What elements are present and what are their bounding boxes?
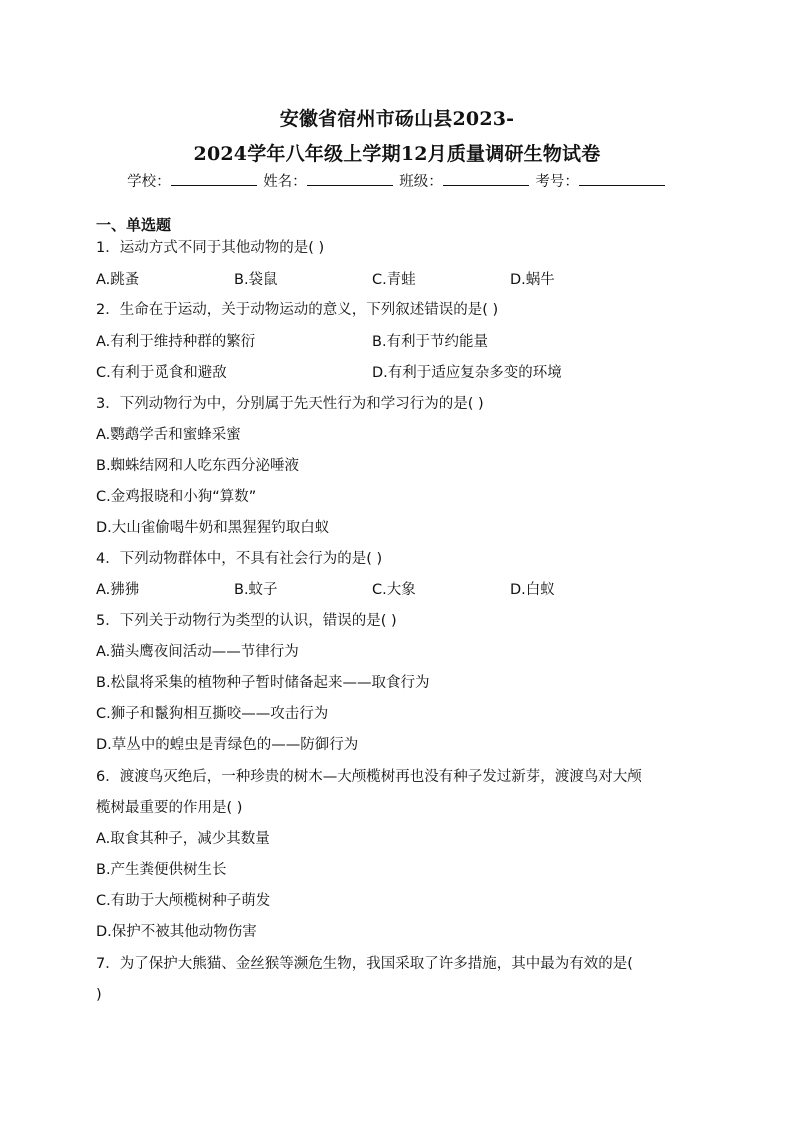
question-5-stem: 5．下列关于动物行为类型的认识，错误的是( ) [96,613,397,629]
question-6-option-a: A.取食其种子，减少其数量 [96,831,270,847]
question-3-option-b: B.蜘蛛结网和人吃东西分泌唾液 [96,458,300,474]
class-label: 班级： [399,174,443,190]
school-label: 学校： [127,174,171,190]
question-2-option-b: B.有利于节约能量 [372,334,489,350]
question-3-option-d: D.大山雀偷喝牛奶和黑猩猩钓取白蚁 [96,520,330,536]
question-3-option-a: A.鹦鹉学舌和蜜蜂采蜜 [96,427,241,443]
question-6-stem: 6．渡渡鸟灭绝后，一种珍贵的树木—大颅榄树再也没有种子发过新芽，渡渡鸟对大颅 [96,769,642,785]
exam-number-blank[interactable] [579,173,665,186]
exam-title-line2: 2024学年八年级上学期12月质量调研生物试卷 [193,143,601,165]
school-blank[interactable] [171,173,257,186]
question-6-option-c: C.有助于大颅榄树种子萌发 [96,893,271,909]
exam-title-line1: 安徽省宿州市砀山县2023- [279,108,515,130]
question-1-option-b: B.袋鼠 [234,272,278,288]
question-4-option-c: C.大象 [372,582,416,598]
question-2-option-d: D.有利于适应复杂多变的环境 [372,365,562,381]
question-3-option-c: C.金鸡报晓和小狗“算数” [96,489,257,505]
question-7-stem-continued: ) [96,987,102,1003]
question-2-option-c: C.有利于觅食和避敌 [96,365,227,381]
question-4-option-b: B.蚊子 [234,582,278,598]
name-blank[interactable] [307,173,393,186]
question-1-option-d: D.蜗牛 [510,272,555,288]
question-5-option-c: C.狮子和鬣狗相互撕咬——攻击行为 [96,706,329,722]
exam-number-label: 考号： [535,174,579,190]
class-blank[interactable] [443,173,529,186]
question-5-option-a: A.猫头鹰夜间活动——节律行为 [96,644,299,660]
question-6-stem-continued: 榄树最重要的作用是( ) [96,800,243,816]
question-1-option-c: C.青蛙 [372,272,416,288]
question-7-stem: 7．为了保护大熊猫、金丝猴等濒危生物，我国采取了许多措施，其中最为有效的是( [96,956,633,972]
section-title: 一、单选题 [96,216,172,234]
question-1-stem: 1．运动方式不同于其他动物的是( ) [96,240,325,256]
question-4-stem: 4．下列动物群体中，不具有社会行为的是( ) [96,551,383,567]
question-2-option-a: A.有利于维持种群的繁衍 [96,334,256,350]
question-4-option-d: D.白蚁 [510,582,555,598]
question-3-stem: 3．下列动物行为中，分别属于先天性行为和学习行为的是( ) [96,396,484,412]
question-1-option-a: A.跳蚤 [96,272,140,288]
question-5-option-d: D.草丛中的蝗虫是青绿色的——防御行为 [96,737,359,753]
question-2-stem: 2．生命在于运动，关于动物运动的意义，下列叙述错误的是( ) [96,302,499,318]
name-label: 姓名： [263,174,307,190]
student-info-line [0,170,794,191]
question-5-option-b: B.松鼠将采集的植物种子暂时储备起来——取食行为 [96,675,430,691]
question-6-option-d: D.保护不被其他动物伤害 [96,924,257,940]
question-6-option-b: B.产生粪便供树生长 [96,862,227,878]
question-4-option-a: A.狒狒 [96,582,140,598]
